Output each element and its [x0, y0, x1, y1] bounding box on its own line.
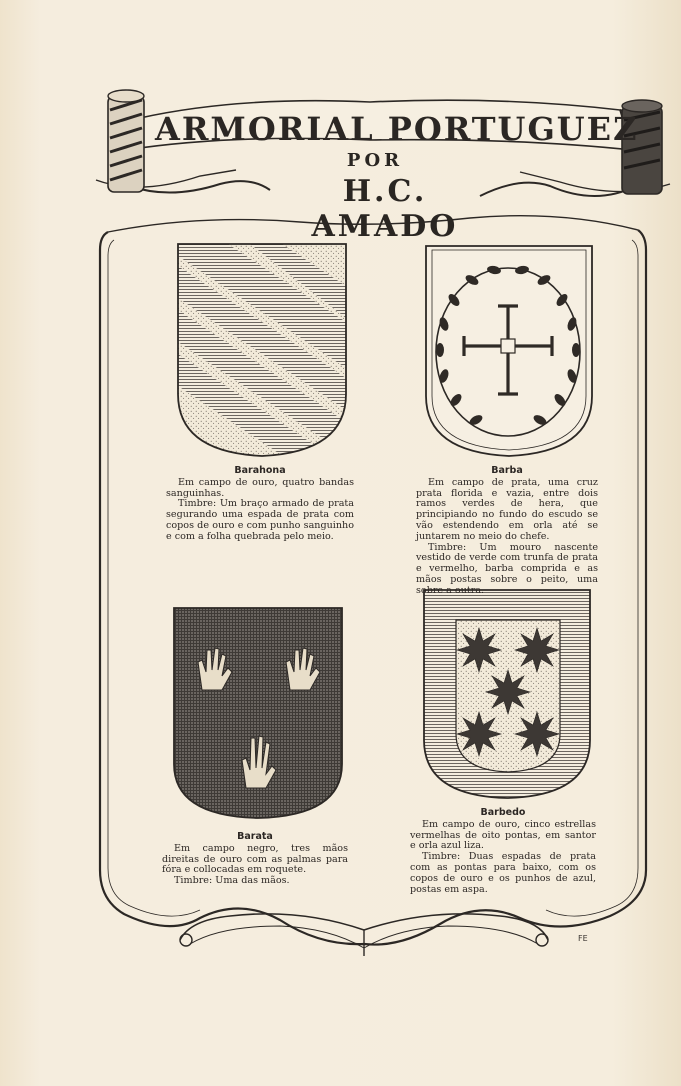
- byline: POR: [346, 150, 404, 171]
- arms-field-text: Em campo de ouro, cinco estrellas vermelhas de oito pontas, em santor e orla azul liza.: [410, 818, 596, 852]
- three-hands-shield-icon: [174, 608, 342, 818]
- page-title: ARMORIAL PORTUGUEZ: [155, 110, 639, 148]
- arms-field-text: Em campo negro, tres mãos direitas de ouro com as palmas para fóra e collocadas em roquete.: [162, 842, 348, 876]
- artist-signature: FE: [578, 934, 588, 943]
- arms-crest-text: Timbre: Um mouro nascente vestido de verde com trunfa de prata e vermelho, barba comprida e as mãos postas sobre o peito, uma sobre a outra.: [416, 541, 598, 596]
- arms-name: Barahona: [234, 465, 286, 476]
- arms-crest-text: Timbre: Um braço armado de prata segurando uma espada de prata com copos de ouro e com punho sanguinho e com a folha quebrada pelo meio.: [166, 498, 354, 542]
- bend-sinister-shield-icon: [178, 226, 346, 498]
- arms-field-text: Em campo de ouro, quatro bandas sanguinhas.: [166, 476, 354, 499]
- caption-barbedo: [410, 808, 596, 895]
- caption-barba: [416, 466, 598, 597]
- arms-crest-text: Timbre: Uma das mãos.: [174, 875, 290, 887]
- five-stars-shield-icon: [424, 590, 590, 798]
- arms-name: Barba: [491, 465, 523, 476]
- caption-barahona: [166, 466, 354, 543]
- arms-name: Barbedo: [480, 807, 526, 818]
- arms-field-text: Em campo de prata, uma cruz prata florida e vazia, entre dois ramos verdes de hera, que principiando no fundo do escudo se vão estendendo em orla até se juntarem no meio do chefe.: [416, 476, 598, 542]
- caption-barata: [162, 832, 348, 887]
- header-ribbon: [95, 88, 670, 244]
- arms-crest-text: Timbre: Duas espadas de prata com as pontas para baixo, com os copos de ouro e os punhos de azul, postas em aspa.: [410, 851, 596, 895]
- author-name: H.C. AMADO: [311, 174, 459, 244]
- arms-name: Barata: [237, 831, 273, 842]
- cross-wreath-shield-icon: [426, 246, 592, 456]
